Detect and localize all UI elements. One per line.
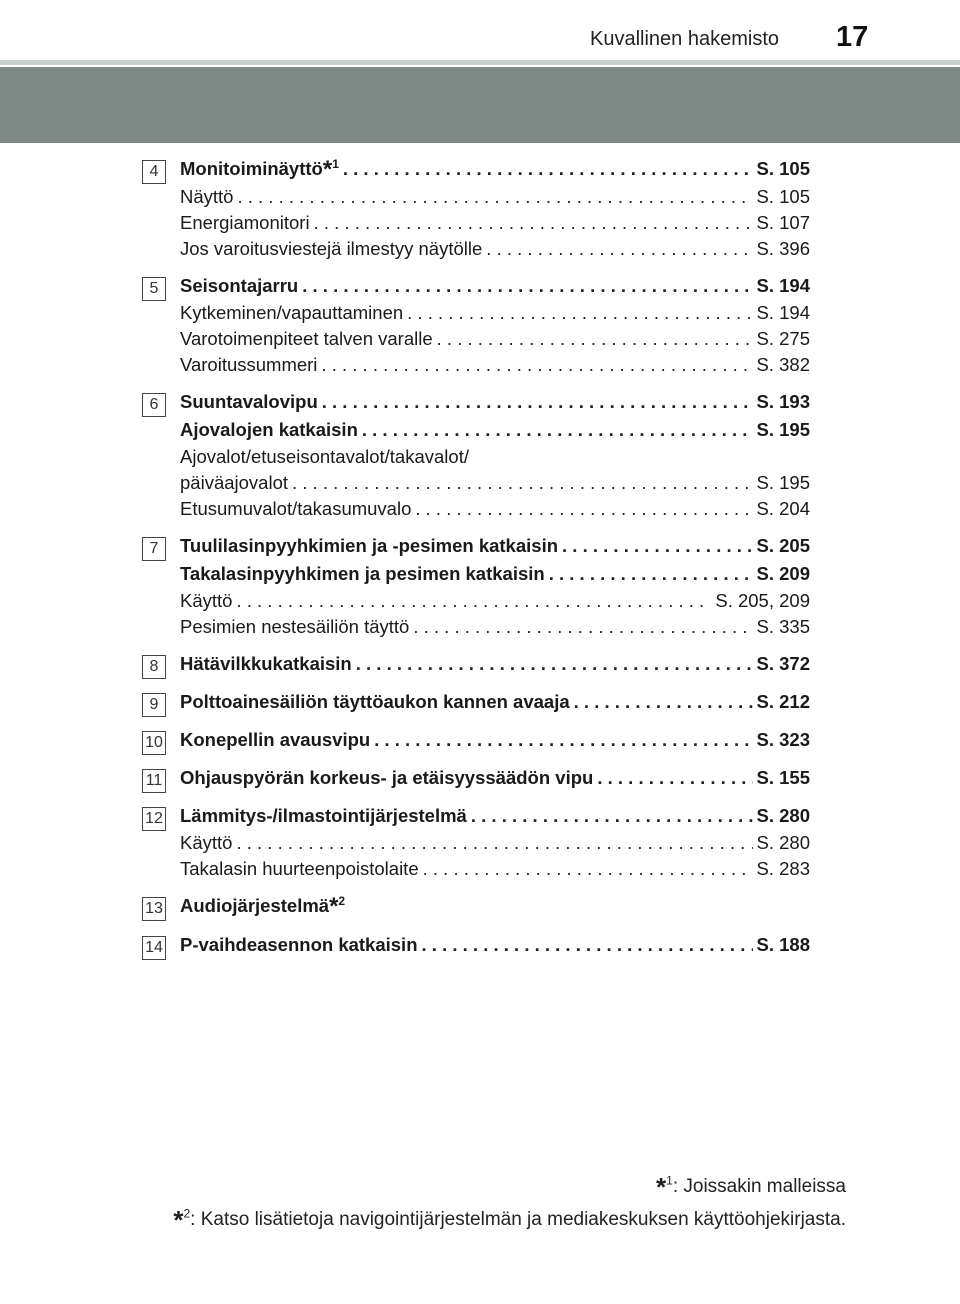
page-reference: S. 323 [756,729,810,750]
entry-title: päiväajovalot [180,472,288,493]
entry-title: Konepellin avausvipu [180,729,371,750]
entry-title: Ajovalot/etuseisontavalot/takavalot/ [180,446,469,467]
index-entry[interactable] [180,764,810,792]
entry-title: Energiamonitori [180,212,310,233]
index-group [142,688,810,716]
dot-leader [549,560,753,588]
item-number-badge: 12 [142,807,166,831]
entry-title: Jos varoitusviestejä ilmestyy näytölle [180,238,483,259]
index-subentry[interactable] [180,496,810,522]
page-reference: S. 372 [756,653,810,674]
index-subentry[interactable] [180,210,810,236]
index-group [142,892,810,921]
index-entry[interactable] [180,416,810,444]
page-reference: S. 275 [756,328,810,349]
section-banner [0,67,960,143]
entry-title: Ohjauspyörän korkeus- ja etäisyyssäädön vipu [180,767,594,788]
dot-leader [237,184,752,210]
index-group [142,388,810,522]
item-number-badge: 7 [142,537,166,561]
index-entry[interactable] [180,892,810,921]
footnote-mark: * [329,893,339,920]
index-subentry[interactable] [180,444,810,470]
entry-title: P-vaihdeasennon katkaisin [180,934,418,955]
index-group [142,650,810,678]
dot-leader [562,532,752,560]
entry-title: Käyttö [180,832,233,853]
dot-leader [423,856,753,882]
page-reference: S. 195 [756,419,810,440]
entry-title: Tuulilasinpyyhkimien ja -pesimen katkaisin [180,535,559,556]
index-entry[interactable] [180,688,810,716]
dot-leader [302,272,752,300]
dot-leader [407,300,752,326]
item-number-badge: 6 [142,393,166,417]
page-reference: S. 205, 209 [715,590,810,611]
entry-title: Pesimien nestesäiliön täyttö [180,616,410,637]
dot-leader [413,614,752,640]
footnote-ref: 1 [332,156,339,171]
page-reference: S. 194 [756,302,810,323]
dot-leader [437,326,753,352]
index-entry[interactable] [180,650,810,678]
dot-leader [236,830,752,856]
index-subentry[interactable] [180,184,810,210]
index-entry[interactable] [180,726,810,754]
item-number-badge: 8 [142,655,166,679]
entry-title: Takalasinpyyhkimen ja pesimen katkaisin [180,563,545,584]
index-group [142,726,810,754]
page-reference: S. 283 [756,858,810,879]
dot-leader [322,388,753,416]
page-reference: S. 209 [756,563,810,584]
item-number-badge: 10 [142,731,166,755]
page-reference: S. 194 [756,275,810,296]
index-subentry[interactable] [180,588,810,614]
page-header [0,0,960,60]
entry-title: Käyttö [180,590,233,611]
dot-leader [597,764,752,792]
entry-title: Monitoiminäyttö [180,158,323,179]
index-list [142,155,810,969]
page-reference: S. 105 [756,186,810,207]
dot-leader [314,210,753,236]
page-reference: S. 204 [756,498,810,519]
footnote-ref: 2 [338,893,346,908]
entry-title: Hätävilkkukatkaisin [180,653,352,674]
index-group [142,532,810,640]
page-reference: S. 107 [756,212,810,233]
index-entry[interactable] [180,532,810,560]
page-reference: S. 205 [756,535,810,556]
page-reference: S. 155 [756,767,810,788]
dot-leader [422,931,753,959]
entry-title: Varotoimenpiteet talven varalle [180,328,433,349]
dot-leader [321,352,752,378]
page-reference: S. 188 [756,934,810,955]
index-group [142,155,810,262]
entry-title: Lämmitys-/ilmastointijärjestelmä [180,805,467,826]
index-group [142,802,810,882]
page-reference: S. 193 [756,391,810,412]
item-number-badge: 14 [142,936,166,960]
item-number-badge: 13 [142,897,166,921]
page-reference: S. 280 [756,832,810,853]
page-reference: S. 212 [756,691,810,712]
index-entry[interactable] [180,802,810,830]
index-subentry[interactable] [180,352,810,378]
index-subentry[interactable] [180,470,810,496]
dot-leader [471,802,753,830]
page-reference: S. 105 [756,158,810,179]
index-group [142,764,810,792]
index-subentry[interactable] [180,856,810,882]
dot-leader [374,726,752,754]
dot-leader [415,496,752,522]
entry-title: Seisontajarru [180,275,299,296]
index-entry[interactable] [180,272,810,300]
index-entry[interactable] [180,560,810,588]
footnote-mark: * [322,156,333,183]
dot-leader [343,155,753,183]
dot-leader [574,688,753,716]
item-number-badge: 4 [142,160,166,184]
index-subentry[interactable] [180,614,810,640]
index-entry[interactable] [180,931,810,959]
item-number-badge: 11 [142,769,166,793]
entry-title: Ajovalojen katkaisin [180,419,358,440]
entry-title: Kytkeminen/vapauttaminen [180,302,404,323]
page-reference: S. 280 [756,805,810,826]
index-group [142,272,810,378]
page-reference: S. 396 [756,238,810,259]
dot-leader [292,470,753,496]
index-group [142,931,810,959]
index-entry[interactable] [180,155,810,184]
page-reference: S. 382 [756,354,810,375]
index-subentry[interactable] [180,236,810,262]
entry-title: Takalasin huurteenpoistolaite [180,858,419,879]
entry-title: Polttoainesäiliön täyttöaukon kannen avaaja [180,691,570,712]
index-subentry[interactable] [180,830,810,856]
section-title: Kuvallinen hakemisto [590,28,779,50]
page-number: 17 [836,21,869,53]
index-subentry[interactable] [180,300,810,326]
footnote-1: *$^1$: Joissakin malleissa [656,1172,846,1202]
page-reference: S. 195 [756,472,810,493]
item-number-badge: 9 [142,693,166,717]
header-divider [0,60,960,65]
footnote-2: *$^2$: Katso lisätietoja navigointijärjestelmän ja mediakeskuksen käyttöohjekirjasta. [173,1205,846,1235]
index-entry[interactable] [180,388,810,416]
dot-leader [236,588,711,614]
dot-leader [486,236,752,262]
dot-leader [356,650,753,678]
page-reference: S. 335 [756,616,810,637]
entry-title: Varoitussummeri [180,354,318,375]
entry-title: Etusumuvalot/takasumuvalo [180,498,412,519]
entry-title: Näyttö [180,186,234,207]
dot-leader [362,416,753,444]
entry-title: Suuntavalovipu [180,391,318,412]
index-subentry[interactable] [180,326,810,352]
entry-title: Audiojärjestelmä [180,895,330,916]
item-number-badge: 5 [142,277,166,301]
